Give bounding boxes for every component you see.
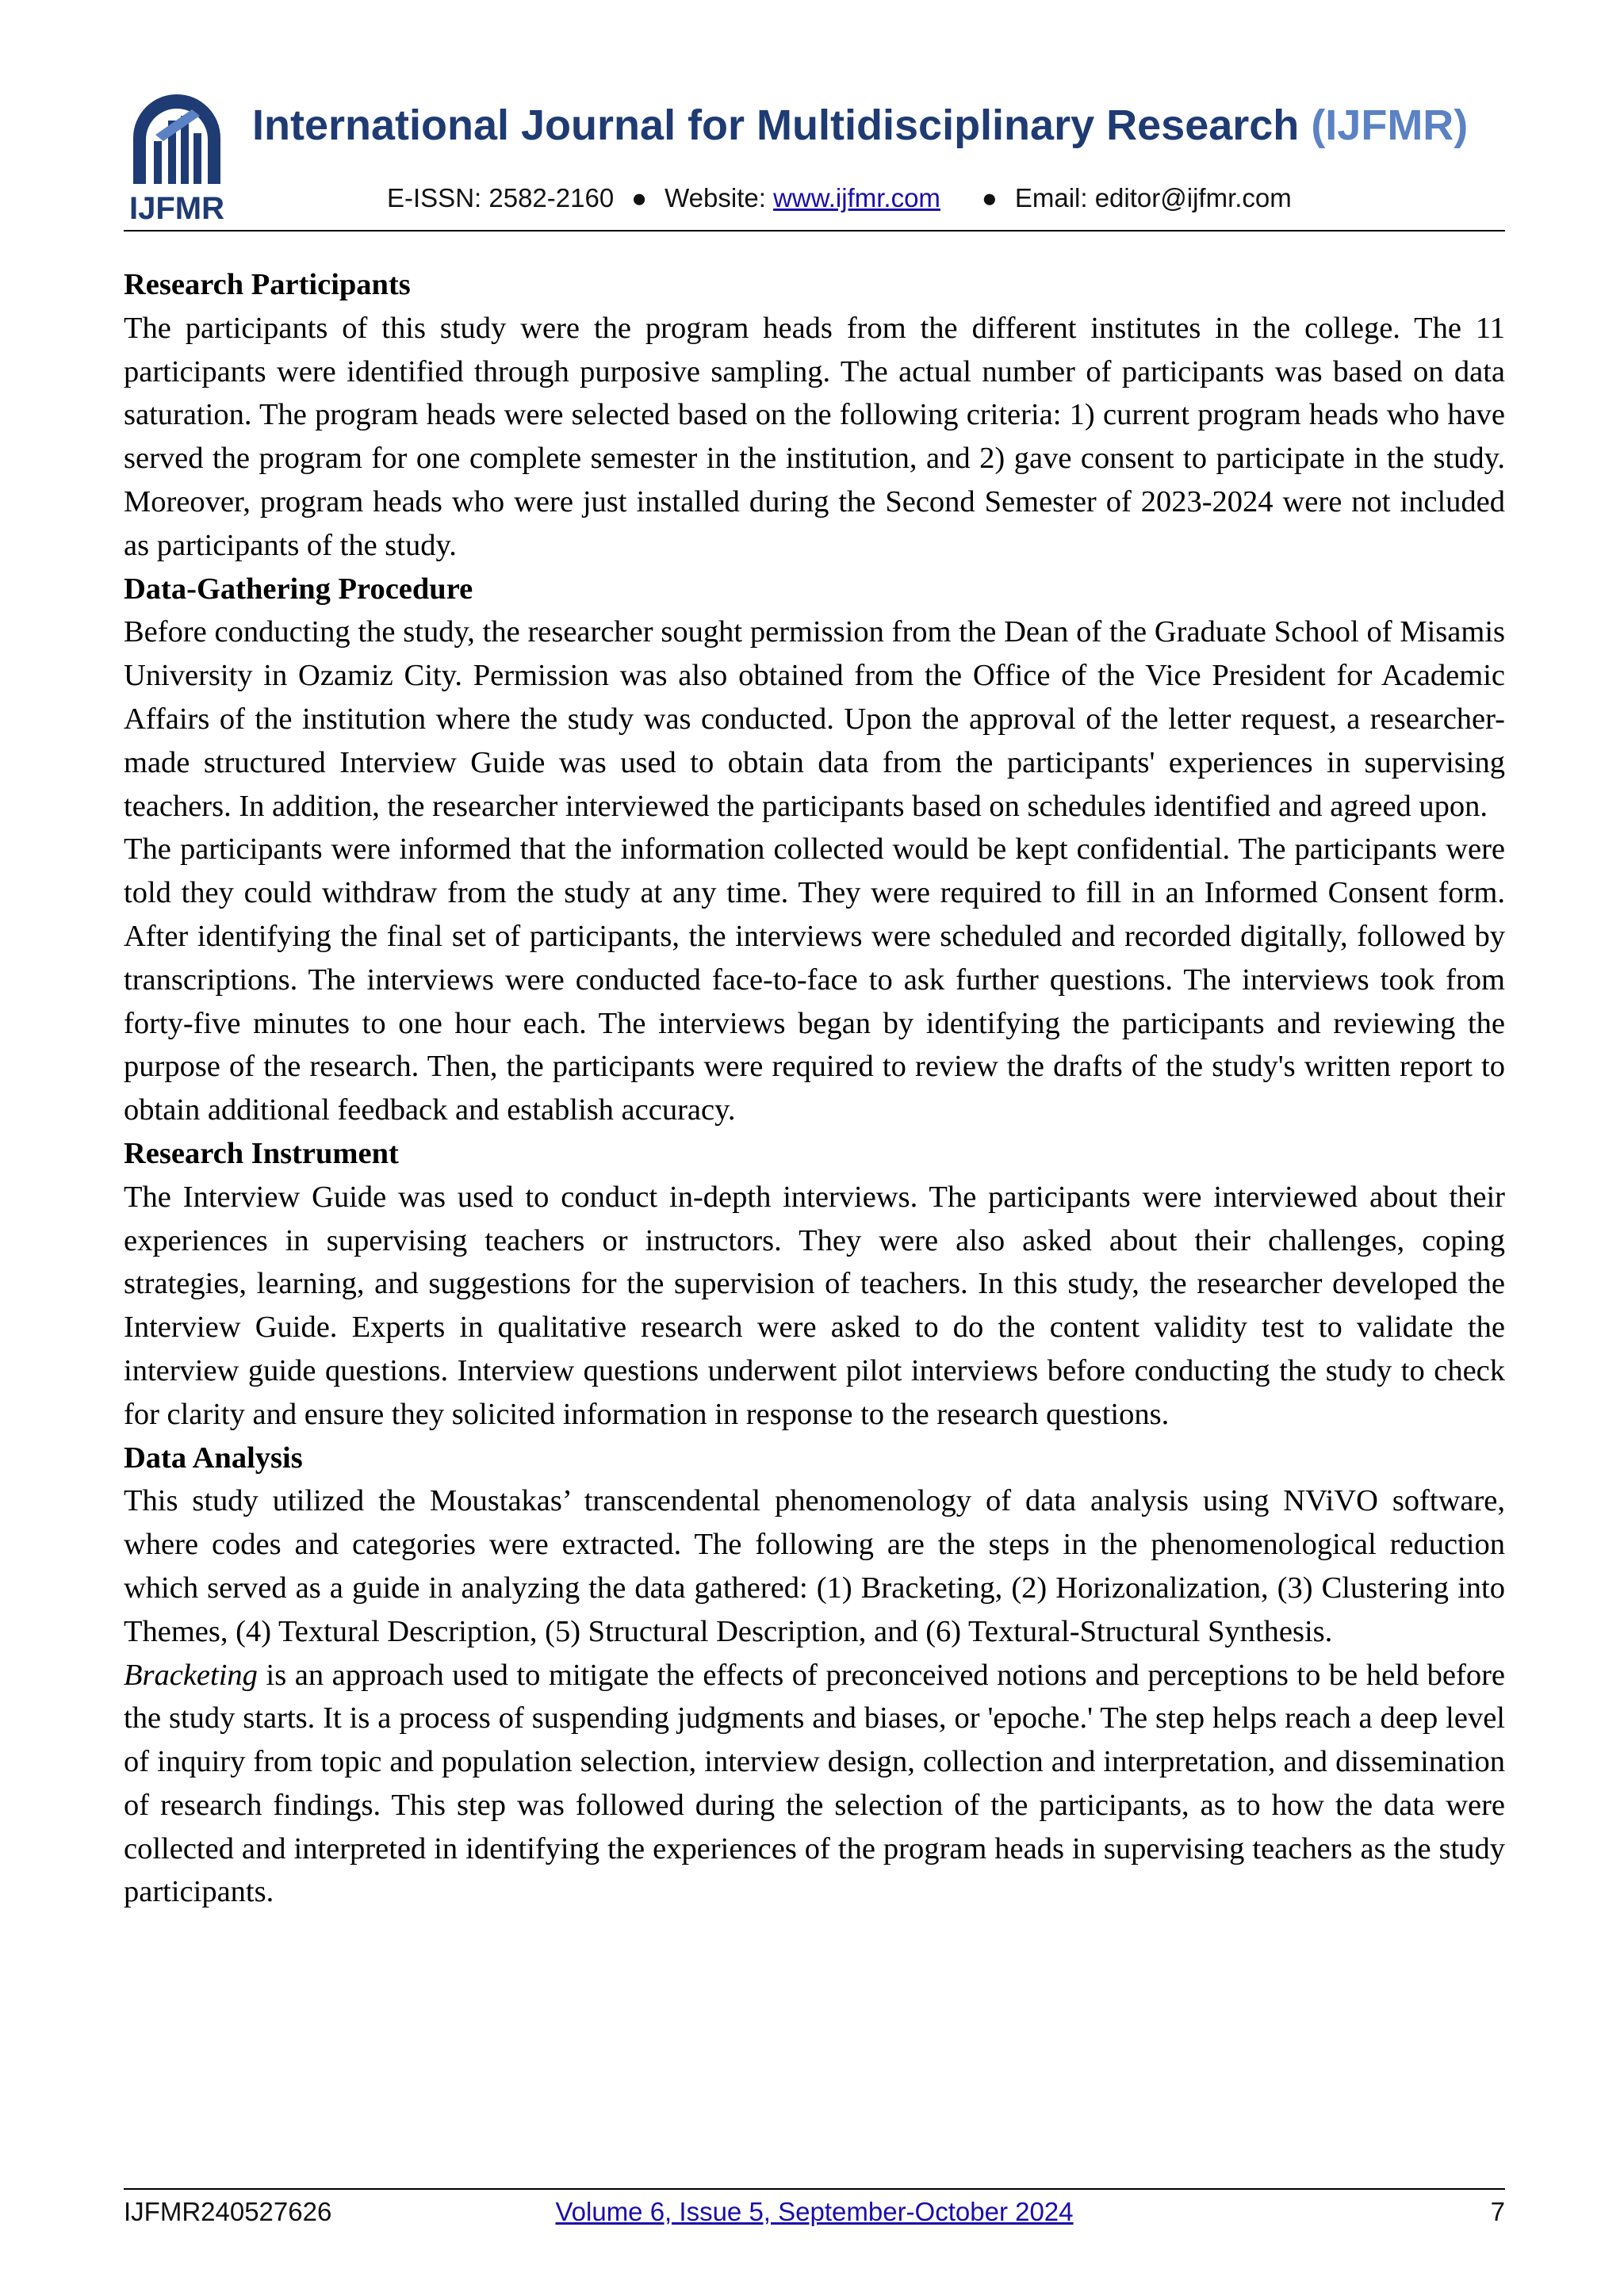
heading-data-gathering-procedure: Data-Gathering Procedure: [124, 572, 473, 606]
bullet-separator: ●: [631, 183, 648, 212]
email: Email: editor@ijfmr.com: [1014, 183, 1292, 212]
footer-divider: [124, 2188, 1505, 2190]
header-meta: [387, 181, 1537, 216]
paragraph-bracketing: [124, 1654, 1505, 1915]
bullet-separator: ●: [981, 183, 998, 212]
journal-title: [252, 100, 1537, 151]
website-label: Website:: [665, 183, 766, 212]
paragraph: Before conducting the study, the researcher sought permission from the Dean of the Graduate School of Misamis University in Ozamiz City. Permission was also obtained from the Office of the Vice President for Academic Affairs of the institution where the study was conducted. Upon the approval of the letter request, a researcher-made structured Interview Guide was used to obtain data from the participants' experiences in supervising teachers. In addition, the researcher interviewed the participants based on schedules identified and agreed upon.: [124, 615, 1505, 823]
footer: [124, 2195, 1505, 2229]
paragraph-text: is an approach used to mitigate the effects of preconceived notions and perceptions to be held before the study starts. It is a process of suspending judgments and biases, or 'epoche.' The step helps reach a deep level of inquiry from topic and population selection, interview design, collection and interpretation, and dissemination of research findings. This step was followed during the selection of the participants, as to how the data were collected and interpreted in identifying the experiences of the program heads in supervising teachers as the study participants.: [124, 1658, 1505, 1909]
heading-research-instrument: Research Instrument: [124, 1136, 399, 1170]
issn: E-ISSN: 2582-2160: [387, 183, 615, 212]
journal-abbr: (IJFMR): [1311, 101, 1469, 149]
heading-data-analysis: Data Analysis: [124, 1441, 303, 1475]
ijfmr-logo: [124, 89, 230, 225]
paragraph: The participants of this study were the program heads from the different institutes in the college. The 11 participants were identified through purposive sampling. The actual number of participants was based on data saturation. The program heads were selected based on the following criteria: 1) current program heads who have served the program for one complete semester in the institution, and 2) gave consent to participate in the study. Moreover, program heads who were just installed during the Second Semester of 2023-2024 were not included as participants of the study.: [124, 311, 1505, 562]
article-body: [124, 263, 1505, 1914]
paper-id: IJFMR240527626: [124, 2197, 332, 2226]
logo-text: IJFMR: [129, 191, 224, 225]
page-number: 7: [1490, 2197, 1505, 2226]
term-bracketing: Bracketing: [124, 1658, 258, 1692]
header-divider: [124, 230, 1505, 232]
website-link[interactable]: www.ijfmr.com: [773, 183, 940, 212]
paragraph: The Interview Guide was used to conduct in-depth interviews. The participants were interviewed about their experiences in supervising teachers or instructors. They were also asked about their challenges, coping strategies, learning, and suggestions for the supervision of teachers. In this study, the researcher developed the Interview Guide. Experts in qualitative research were asked to do the content validity test to validate the interview guide questions. Interview questions underwent pilot interviews before conducting the study to check for clarity and ensure they solicited information in response to the research questions.: [124, 1180, 1505, 1431]
heading-research-participants: Research Participants: [124, 268, 411, 301]
journal-name: International Journal for Multidisciplinary Research: [252, 101, 1300, 149]
volume-link[interactable]: Volume 6, Issue 5, September-October 2024: [555, 2197, 1074, 2226]
paragraph: The participants were informed that the information collected would be kept confidential. The participants were told they could withdraw from the study at any time. They were required to fill in an Informed Consent form. After identifying the final set of participants, the interviews were scheduled and recorded digitally, followed by transcriptions. The interviews were conducted face-to-face to ask further questions. The interviews took from forty-five minutes to one hour each. The interviews began by identifying the participants and reviewing the purpose of the research. Then, the participants were required to review the drafts of the study's written report to obtain additional feedback and establish accuracy.: [124, 832, 1505, 1127]
paragraph: This study utilized the Moustakas’ transcendental phenomenology of data analysis using NViVO software, where codes and categories were extracted. The following are the steps in the phenomenological reduction which served as a guide in analyzing the data gathered: (1) Bracketing, (2) Horizonalization, (3) Clustering into Themes, (4) Textural Description, (5) Structural Description, and (6) Textural-Structural Synthesis.: [124, 1484, 1505, 1648]
